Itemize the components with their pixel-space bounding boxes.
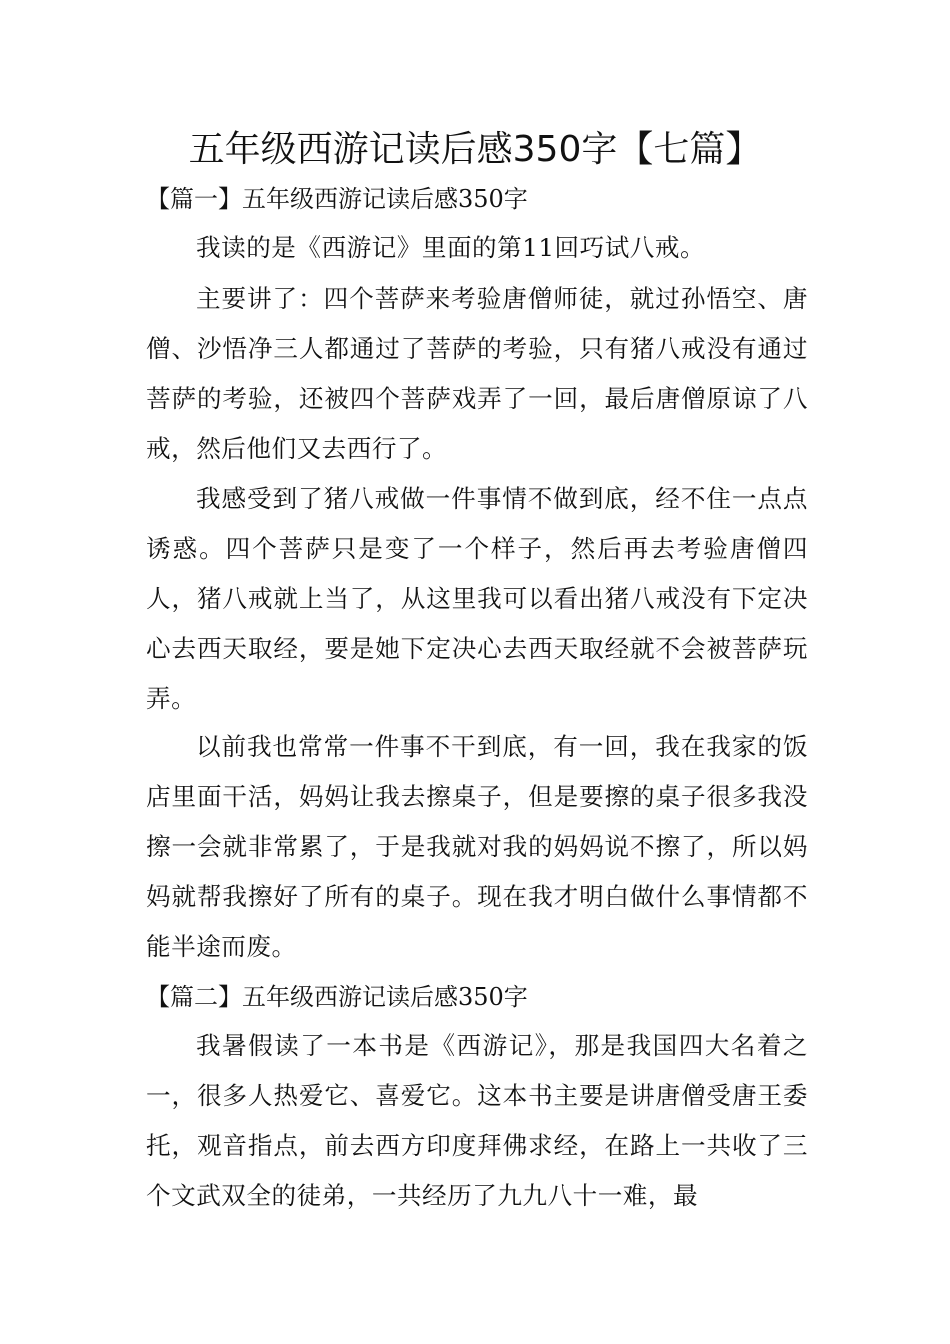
section-heading-1: 【篇一】五年级西游记读后感350字 [146,185,528,213]
document-title: 五年级西游记读后感350字【七篇】 [188,129,762,170]
paragraph: 我感受到了猪八戒做一件事情不做到底，经不住一点点诱惑。四个菩萨只是变了一个样子，然后再去考验唐僧四人，猪八戒就上当了，从这里我可以看出猪八戒没有下定决心去西天取经，要是她下定决心去西天取经就不会被菩萨玩弄。 [146,484,808,713]
paragraph: 以前我也常常一件事不干到底，有一回，我在我家的饭店里面干活，妈妈让我去擦桌子，但是要擦的桌子很多我没擦一会就非常累了，于是我就对我的妈妈说不擦了，所以妈妈就帮我擦好了所有的桌子。现在我才明白做什么事情都不能半途而废。 [146,732,808,961]
section-heading-2: 【篇二】五年级西游记读后感350字 [146,983,528,1011]
paragraph: 我读的是《西游记》里面的第11回巧试八戒。 [196,233,706,262]
paragraph: 我暑假读了一本书是《西游记》，那是我国四大名着之一，很多人热爱它、喜爱它。这本书主要是讲唐僧受唐王委托，观音指点，前去西方印度拜佛求经，在路上一共收了三个文武双全的徒弟，一共经历了九九八十一难，最 [146,1031,808,1210]
paragraph: 主要讲了：四个菩萨来考验唐僧师徒，就过孙悟空、唐僧、沙悟净三人都通过了菩萨的考验，只有猪八戒没有通过菩萨的考验，还被四个菩萨戏弄了一回，最后唐僧原谅了八戒，然后他们又去西行了。 [146,284,808,463]
